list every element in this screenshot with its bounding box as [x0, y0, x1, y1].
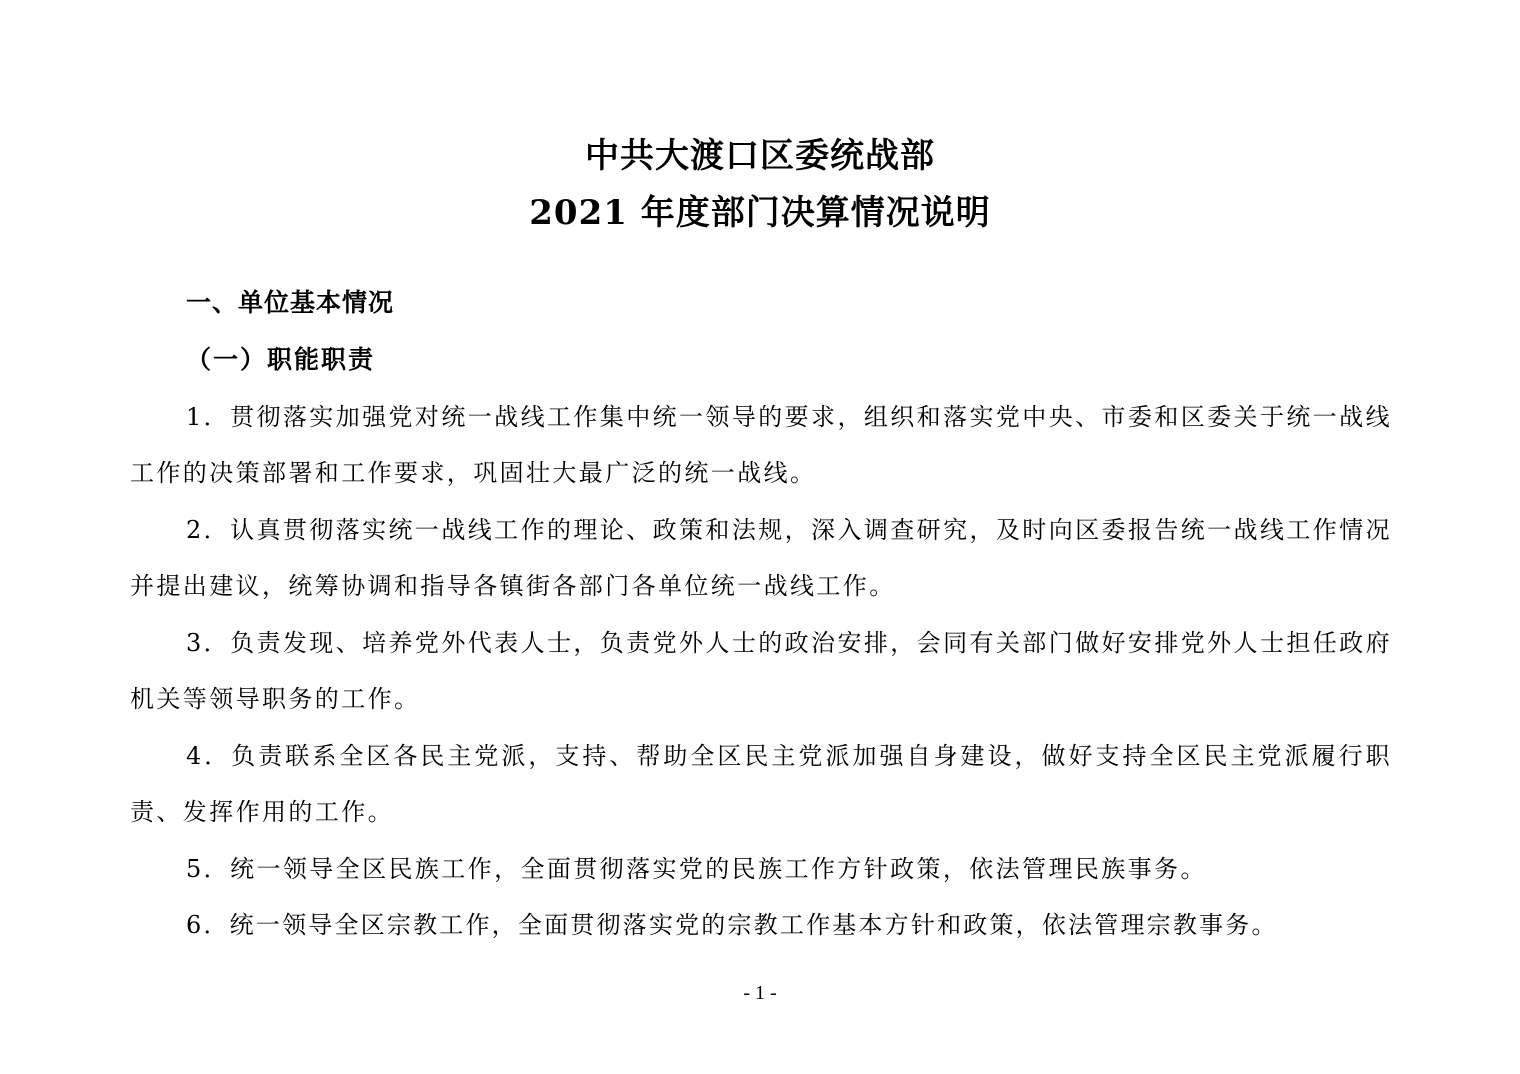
duty-paragraph-6: 6．统一领导全区宗教工作，全面贯彻落实党的宗教工作基本方针和政策，依法管理宗教事务。	[186, 911, 1278, 939]
duty-paragraph-2: 2．认真贯彻落实统一战线工作的理论、政策和法规，深入调查研究，及时向区委报告统一战线工作情况并提出建议，统筹协调和指导各镇街各部门各单位统一战线工作。	[130, 516, 1392, 600]
page-number: - 1 -	[743, 982, 777, 1004]
document-title-line2: 2021 年度部门决算情况说明	[529, 193, 991, 233]
subsection-heading: （一）职能职责	[186, 345, 376, 374]
duty-paragraph-4: 4．负责联系全区各民主党派，支持、帮助全区民主党派加强自身建设，做好支持全区民主党派履行职责、发挥作用的工作。	[130, 742, 1392, 826]
duty-paragraph-5: 5．统一领导全区民族工作，全面贯彻落实党的民族工作方针政策，依法管理民族事务。	[186, 855, 1207, 883]
duty-paragraph-3: 3．负责发现、培养党外代表人士，负责党外人士的政治安排，会同有关部门做好安排党外人士担任政府机关等领导职务的工作。	[130, 629, 1392, 713]
duty-paragraph-1: 1．贯彻落实加强党对统一战线工作集中统一领导的要求，组织和落实党中央、市委和区委关于统一战线工作的决策部署和工作要求，巩固壮大最广泛的统一战线。	[130, 403, 1392, 487]
section-heading: 一、单位基本情况	[186, 288, 395, 317]
document-title-line1: 中共大渡口区委统战部	[585, 136, 935, 176]
